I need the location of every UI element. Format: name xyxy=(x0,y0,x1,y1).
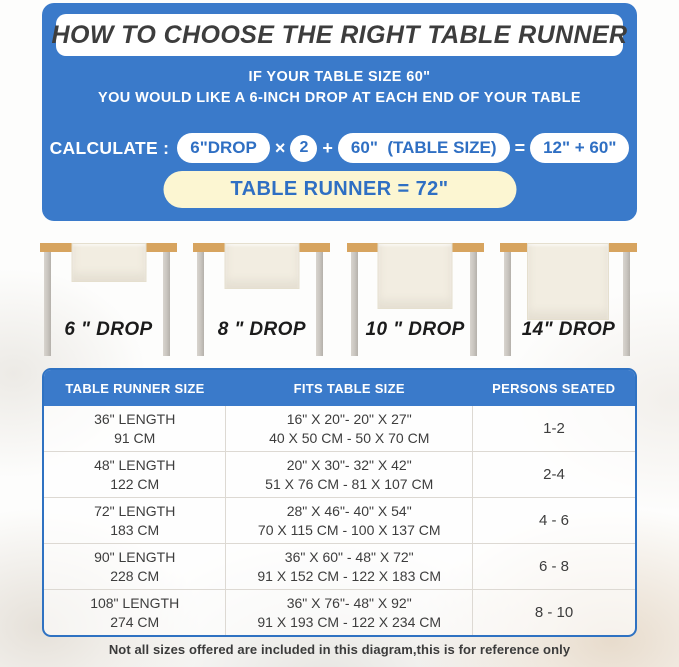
runner-size-cell: 72" LENGTH 183 CM xyxy=(94,503,176,538)
table-row xyxy=(44,497,635,543)
table-illustration-8-drop xyxy=(193,243,330,356)
title-box xyxy=(51,14,628,56)
header-runner-size: TABLE RUNNER SIZE xyxy=(65,380,205,396)
subtitle-line-2: YOU WOULD LIKE A 6-INCH DROP AT EACH END OF YOUR TABLE xyxy=(98,90,581,106)
runner-size-cell: 48" LENGTH 122 CM xyxy=(94,457,176,492)
table-row xyxy=(44,589,635,635)
table-size-pill: 60" (TABLE SIZE) xyxy=(338,133,510,163)
runner-drape xyxy=(378,243,453,309)
size-reference-table xyxy=(42,368,637,637)
runner-drape xyxy=(527,243,609,320)
runner-size-cell: 90" LENGTH 228 CM xyxy=(94,549,176,584)
drop-label: 14" DROP xyxy=(521,319,616,340)
fits-table-cell: 20" X 30"- 32" X 42" 51 X 76 CM - 81 X 107 CM xyxy=(225,452,472,497)
persons-cell: 8 - 10 xyxy=(472,590,635,635)
drop-illustrations xyxy=(40,243,637,356)
drop-label: 6 " DROP xyxy=(64,319,153,340)
table-illustration-6-drop xyxy=(40,243,177,356)
persons-cell: 4 - 6 xyxy=(472,498,635,543)
fits-table-cell: 28" X 46"- 40" X 54" 70 X 115 CM - 100 X 137 CM xyxy=(225,498,472,543)
header-fits-table-size: FITS TABLE SIZE xyxy=(293,380,405,396)
table-row xyxy=(44,406,635,451)
result-pill: TABLE RUNNER = 72" xyxy=(163,171,516,208)
drop-label: 8 " DROP xyxy=(217,319,306,340)
drop-pill: 6"DROP xyxy=(177,133,270,163)
runner-size-cell: 108" LENGTH 274 CM xyxy=(90,595,180,630)
plus-operator: + xyxy=(322,137,333,158)
fits-table-cell: 36" X 76"- 48" X 92" 91 X 193 CM - 122 X 234 CM xyxy=(225,590,472,635)
table-row xyxy=(44,451,635,497)
subtitle-line-1: IF YOUR TABLE SIZE 60" xyxy=(248,69,431,85)
multiply-operator: × xyxy=(274,137,286,158)
table-illustration-14-drop xyxy=(500,243,637,356)
persons-cell: 1-2 xyxy=(472,406,635,451)
equals-operator: = xyxy=(514,137,526,158)
runner-size-cell: 36" LENGTH 91 CM xyxy=(94,411,176,446)
multiplier-badge: 2 xyxy=(290,135,317,162)
table-illustration-10-drop xyxy=(347,243,484,356)
page-title: HOW TO CHOOSE THE RIGHT TABLE RUNNER xyxy=(51,20,628,49)
drop-label: 10 " DROP xyxy=(365,319,465,340)
runner-drape xyxy=(71,243,146,282)
fits-table-cell: 36" X 60" - 48" X 72" 91 X 152 CM - 122 X 183 CM xyxy=(225,544,472,589)
hero-panel xyxy=(42,3,637,221)
fits-table-cell: 16" X 20"- 20" X 27" 40 X 50 CM - 50 X 70 CM xyxy=(225,406,472,451)
persons-cell: 6 - 8 xyxy=(472,544,635,589)
header-persons-seated: PERSONS SEATED xyxy=(492,380,616,396)
runner-drape xyxy=(224,243,299,289)
table-row xyxy=(44,543,635,589)
calculate-label: CALCULATE : xyxy=(49,137,170,158)
persons-cell: 2-4 xyxy=(472,452,635,497)
disclaimer-footnote: Not all sizes offered are included in this diagram,this is for reference only xyxy=(108,642,571,657)
table-body xyxy=(44,406,635,635)
table-header-row xyxy=(44,370,635,406)
sum-pill: 12" + 60" xyxy=(530,133,629,163)
calculation-formula xyxy=(42,131,637,165)
